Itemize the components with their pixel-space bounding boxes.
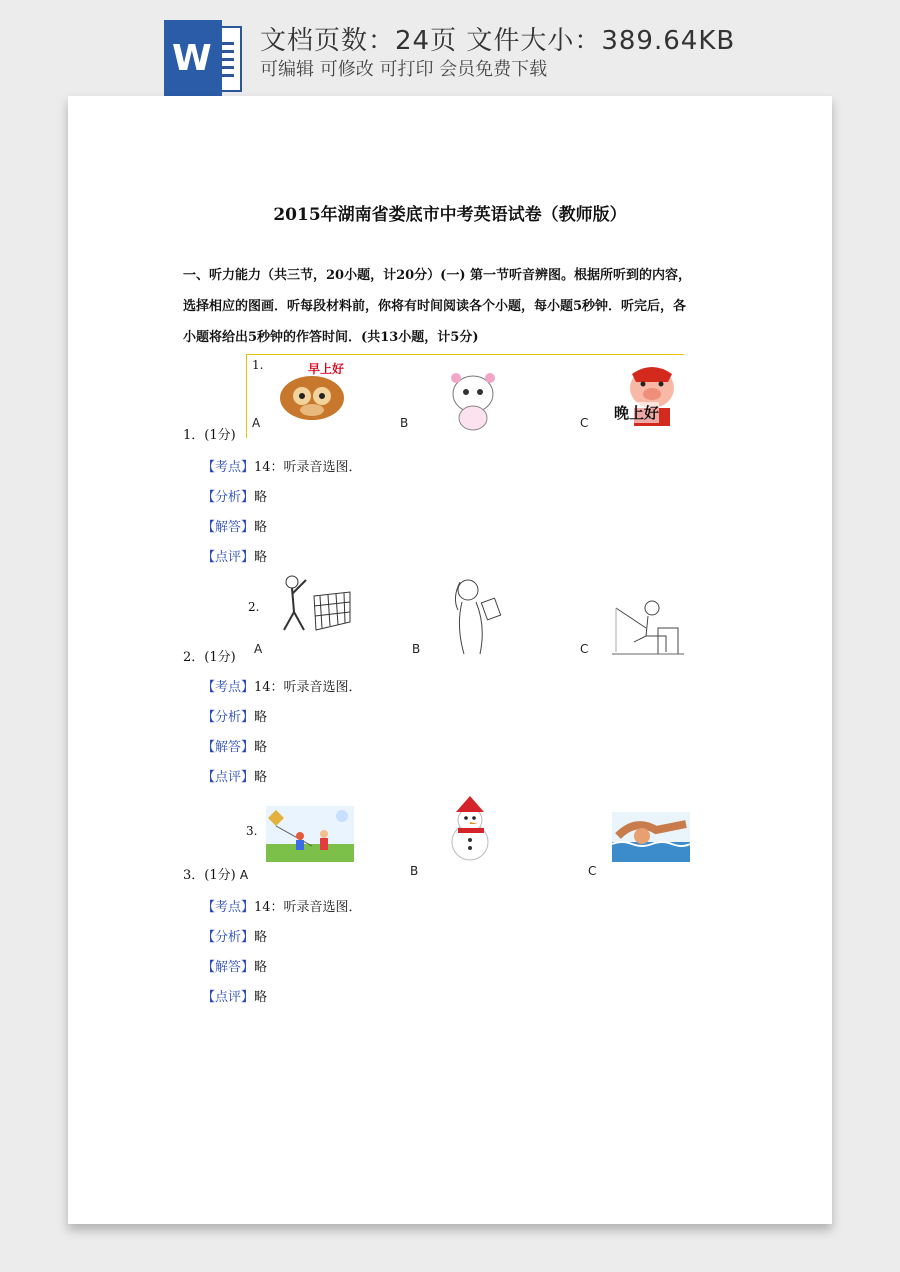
option-c: C <box>580 416 589 430</box>
instruction-line: 选择相应的图画．听每段材料前，你将有时间阅读各个小题，每小题5秒钟．听完后，各 <box>183 299 687 314</box>
fenxi-row <box>202 706 267 725</box>
dianping-text: 略 <box>254 770 268 785</box>
option-b: B <box>412 642 421 656</box>
question-label <box>183 864 248 883</box>
dianping-tag: 【点评】 <box>202 770 255 785</box>
kaodian-row <box>202 456 362 475</box>
document-title: 2015年湖南省娄底市中考英语试卷（教师版） <box>273 205 627 225</box>
image-caption: 晚上好 <box>614 404 660 422</box>
jieda-row <box>202 956 267 975</box>
fenxi-text: 略 <box>254 930 268 945</box>
fenxi-text: 略 <box>254 490 268 505</box>
fenxi-row <box>202 926 267 945</box>
instruction-line: 一、听力能力（共三节，20小题，计20分）(一) 第一节听音辨图。根据所听到的内容， <box>183 268 692 283</box>
girl-reading-image <box>446 574 506 656</box>
section-instructions <box>183 260 723 353</box>
option-a: A <box>239 868 249 882</box>
figure-number: 2. <box>248 600 260 614</box>
badminton-player-image <box>276 572 354 638</box>
option-a: A <box>252 416 261 430</box>
fenxi-row <box>202 486 267 505</box>
jieda-row <box>202 736 267 755</box>
dianping-text: 略 <box>254 990 268 1005</box>
image-caption: 早上好 <box>308 362 345 376</box>
jieda-tag: 【解答】 <box>202 960 255 975</box>
fenxi-text: 略 <box>254 710 268 725</box>
dianping-text: 略 <box>254 550 268 565</box>
dianping-tag: 【点评】 <box>202 550 255 565</box>
kaodian-row <box>202 676 362 695</box>
snowman-image <box>442 796 502 864</box>
swimmer-image <box>612 812 690 862</box>
question-label-text: 3．(1分) <box>183 868 236 883</box>
jieda-text: 略 <box>254 520 268 535</box>
figure-number: 3. <box>246 824 258 838</box>
kaodian-tag: 【考点】 <box>202 680 255 695</box>
kaodian-row <box>202 896 362 915</box>
jieda-tag: 【解答】 <box>202 520 255 535</box>
figure-number: 1. <box>252 358 264 372</box>
kaodian-text: 14：听录音选图． <box>254 680 362 695</box>
download-banner <box>0 0 900 98</box>
kaodian-text: 14：听录音选图． <box>254 900 362 915</box>
fenxi-tag: 【分析】 <box>202 490 255 505</box>
option-c: C <box>580 642 589 656</box>
kaodian-tag: 【考点】 <box>202 900 255 915</box>
fenxi-tag: 【分析】 <box>202 930 255 945</box>
option-a: A <box>254 642 263 656</box>
dianping-row <box>202 546 267 565</box>
kaodian-text: 14：听录音选图． <box>254 460 362 475</box>
option-c: C <box>588 864 597 878</box>
jieda-text: 略 <box>254 960 268 975</box>
banner-title: 文档页数：24页 文件大小：389.64KB <box>260 26 736 56</box>
document-page <box>68 96 832 1224</box>
boy-fishing-image <box>612 592 684 656</box>
jieda-row <box>202 516 267 535</box>
word-icon: W <box>164 20 244 96</box>
question-label: 2．(1分) <box>183 650 236 665</box>
jieda-tag: 【解答】 <box>202 740 255 755</box>
dianping-row <box>202 766 267 785</box>
kaodian-tag: 【考点】 <box>202 460 255 475</box>
jieda-text: 略 <box>254 740 268 755</box>
instruction-line: 小题将给出5秒钟的作答时间．(共13小题，计5分) <box>183 330 479 345</box>
question-label: 1．(1分) <box>183 428 236 443</box>
sheep-cartoon-image <box>446 368 500 434</box>
banner-subtitle: 可编辑 可修改 可打印 会员免费下载 <box>260 59 548 80</box>
kite-flying-image <box>266 806 354 862</box>
option-b: B <box>400 416 409 430</box>
dianping-row <box>202 986 267 1005</box>
fenxi-tag: 【分析】 <box>202 710 255 725</box>
dianping-tag: 【点评】 <box>202 990 255 1005</box>
option-b: B <box>410 864 419 878</box>
